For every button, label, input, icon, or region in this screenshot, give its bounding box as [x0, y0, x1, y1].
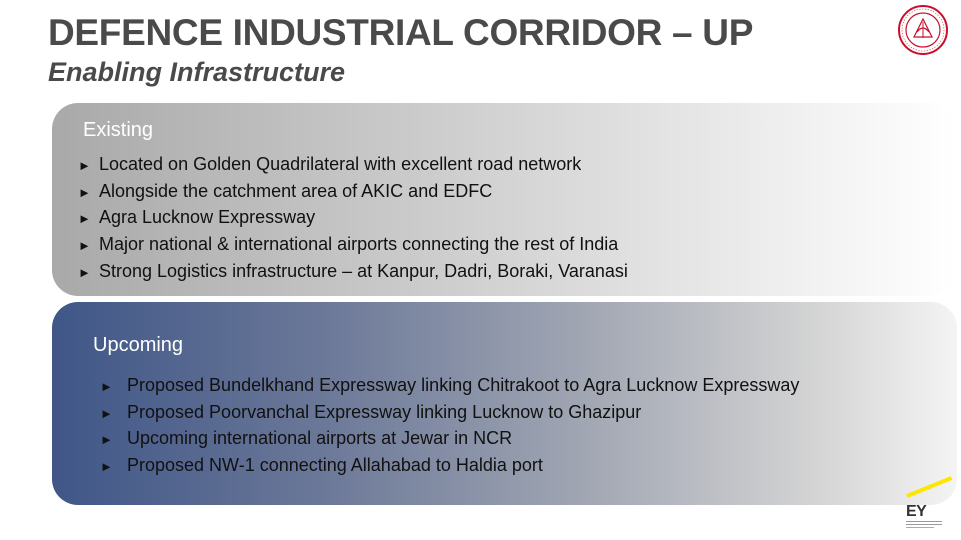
- list-item: [100, 426, 799, 453]
- slide-subtitle: Enabling Infrastructure: [48, 57, 346, 87]
- bullet-arrow-icon: ►: [78, 158, 91, 173]
- bullet-arrow-icon: ►: [78, 211, 91, 227]
- existing-heading: Existing: [83, 119, 154, 141]
- list-item-text: Strong Logistics infrastructure – at Kanpur, Dadri, Boraki, Varanasi: [99, 260, 628, 281]
- existing-panel: [52, 103, 957, 296]
- slide-title: DEFENCE INDUSTRIAL CORRIDOR – UP: [48, 12, 754, 53]
- list-item: [100, 373, 799, 400]
- existing-list: [78, 152, 628, 286]
- list-item-text: Alongside the catchment area of AKIC and EDFC: [99, 180, 493, 201]
- list-item-text: Agra Lucknow Expressway: [99, 207, 316, 228]
- bullet-arrow-icon: ►: [100, 432, 113, 448]
- list-item-text: Located on Golden Quadrilateral with excellent road network: [99, 154, 582, 174]
- bullet-arrow-icon: ►: [100, 405, 113, 421]
- upcoming-panel: [52, 302, 957, 505]
- ey-logo-icon: [903, 488, 959, 538]
- upcoming-heading: Upcoming: [93, 334, 184, 356]
- list-item: [78, 205, 628, 232]
- upcoming-list: [100, 373, 799, 480]
- list-item: [78, 232, 628, 259]
- list-item: [78, 179, 628, 206]
- bullet-arrow-icon: ►: [78, 238, 91, 254]
- ey-tagline-icon: [906, 521, 942, 525]
- list-item: [100, 453, 799, 480]
- ey-wordmark-icon: EY: [906, 503, 927, 520]
- list-item-text: Major national & international airports connecting the rest of India: [99, 234, 619, 255]
- bullet-arrow-icon: ►: [78, 184, 91, 200]
- list-item-text: Proposed NW-1 connecting Allahabad to Haldia port: [127, 455, 543, 476]
- list-item-text: Proposed Bundelkhand Expressway linking Chitrakoot to Agra Lucknow Expressway: [127, 375, 800, 395]
- bullet-arrow-icon: ►: [78, 264, 91, 280]
- list-item-text: Proposed Poorvanchal Expressway linking Lucknow to Ghazipur: [127, 401, 642, 422]
- list-item: [78, 259, 628, 286]
- bullet-arrow-icon: ►: [100, 379, 113, 394]
- up-government-seal-icon: [897, 4, 949, 56]
- list-item: [78, 152, 628, 179]
- ey-tagline-line-icon: [906, 527, 934, 528]
- list-item-text: Upcoming international airports at Jewar in NCR: [127, 428, 513, 449]
- bullet-arrow-icon: ►: [100, 459, 113, 475]
- list-item: [100, 400, 799, 427]
